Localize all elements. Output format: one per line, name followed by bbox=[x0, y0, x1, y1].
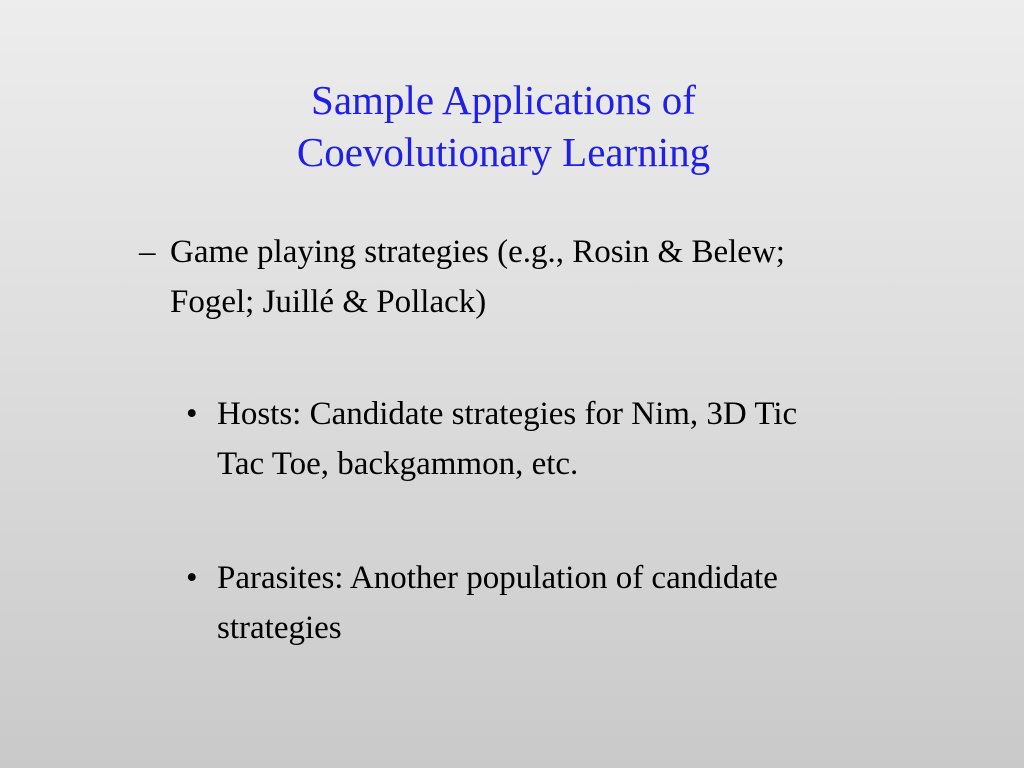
list-item-text bbox=[170, 227, 960, 327]
bullet-line: Tac Toe, backgammon, etc. bbox=[217, 446, 579, 482]
bullet-text bbox=[217, 553, 957, 653]
bullet-line: strategies bbox=[217, 610, 342, 646]
bullet-text bbox=[217, 389, 957, 489]
title-line-1: Sample Applications of bbox=[311, 77, 696, 123]
bullet-line: Hosts: Candidate strategies for Nim, 3D Tic bbox=[217, 396, 798, 432]
slide-title bbox=[0, 74, 1007, 178]
bullet-line: Parasites: Another population of candidate bbox=[217, 560, 778, 596]
list-item-line: Game playing strategies (e.g., Rosin & Belew; bbox=[170, 234, 785, 270]
bullet-marker: • bbox=[186, 396, 198, 432]
dash-marker: – bbox=[139, 234, 156, 270]
bullet-marker: • bbox=[186, 560, 198, 596]
list-item-line: Fogel; Juillé & Pollack) bbox=[170, 284, 487, 320]
title-line-2: Coevolutionary Learning bbox=[296, 129, 711, 175]
